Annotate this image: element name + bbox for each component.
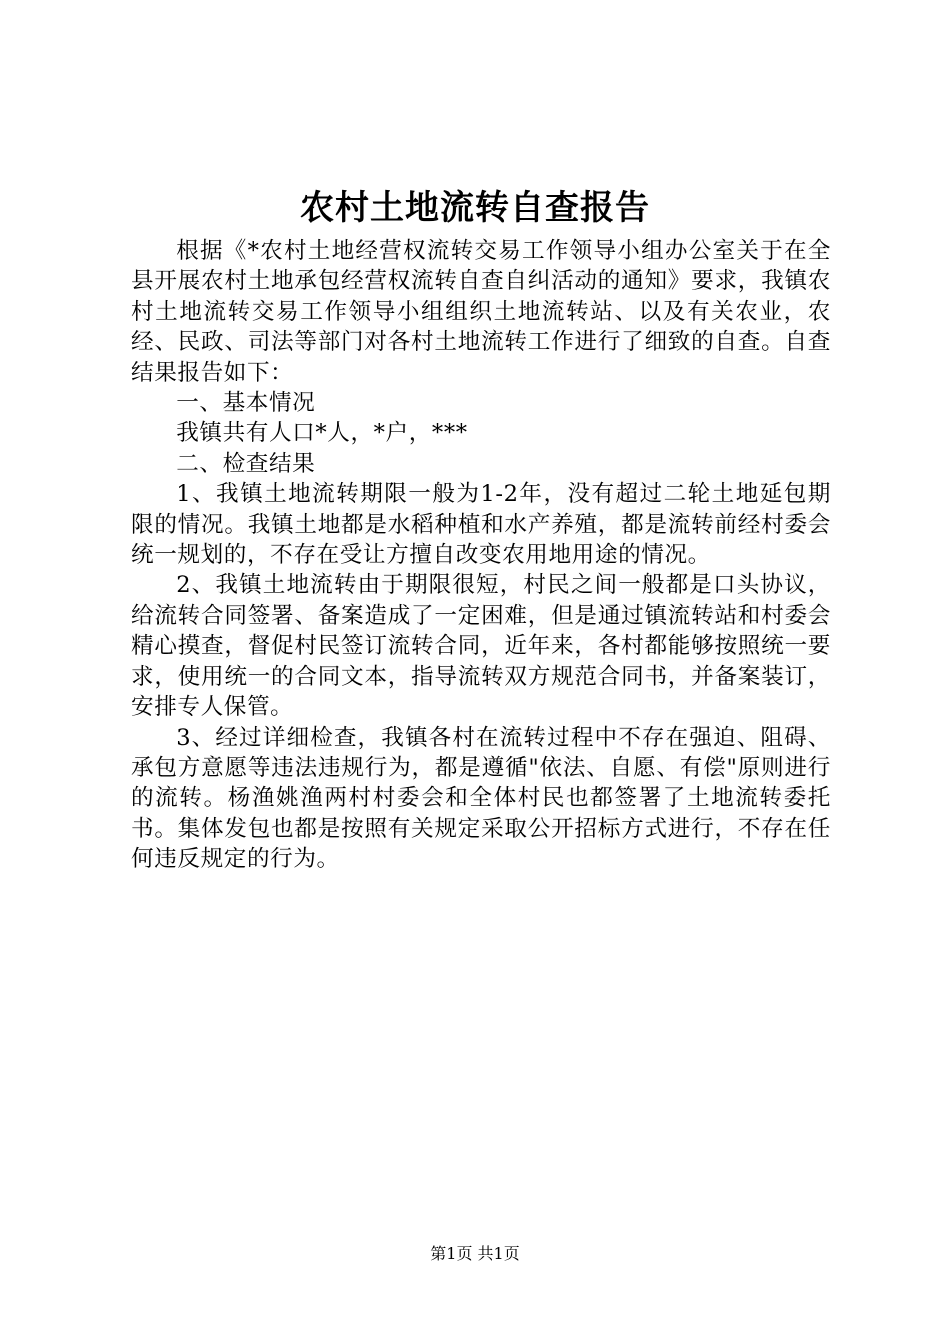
document-body xyxy=(131,236,831,875)
paragraph-intro: 根据《*农村土地经营权流转交易工作领导小组办公室关于在全县开展农村土地承包经营权流转自查自纠活动的通知》要求，我镇农村土地流转交易工作领导小组组织土地流转站、以及有关农业，农经、民政、司法等部门对各村土地流转工作进行了细致的自查。自查结果报告如下： xyxy=(131,238,831,386)
paragraph-result-1: 1、我镇土地流转期限一般为1-2年，没有超过二轮土地延包期限的情况。我镇土地都是水稻种植和水产养殖，都是流转前经村委会统一规划的，不存在受让方擅自改变农用地用途的情况。 xyxy=(131,481,831,569)
document-title: 农村土地流转自查报告 xyxy=(300,188,650,228)
section-heading-check-results: 二、检查结果 xyxy=(176,450,316,477)
paragraph-result-2: 2、我镇土地流转由于期限很短，村民之间一般都是口头协议，给流转合同签署、备案造成了一定困难，但是通过镇流转站和村委会精心摸查，督促村民签订流转合同，近年来，各村都能够按照统一要求，使用统一的合同文本，指导流转双方规范合同书，并备案装订，安排专人保管。 xyxy=(131,572,831,721)
page-footer: 第1页 共1页 xyxy=(430,1244,520,1263)
paragraph-population: 我镇共有人口*人，*户，*** xyxy=(176,420,468,447)
paragraph-result-3: 3、经过详细检查，我镇各村在流转过程中不存在强迫、阻碍、承包方意愿等违法违规行为，都是遵循"依法、自愿、有偿"原则进行的流转。杨渔姚渔两村村委会和全体村民也都签署了土地流转委托书。集体发包也都是按照有关规定采取公开招标方式进行，不存在任何违反规定的行为。 xyxy=(131,724,831,873)
section-heading-basic-info: 一、基本情况 xyxy=(176,390,316,417)
